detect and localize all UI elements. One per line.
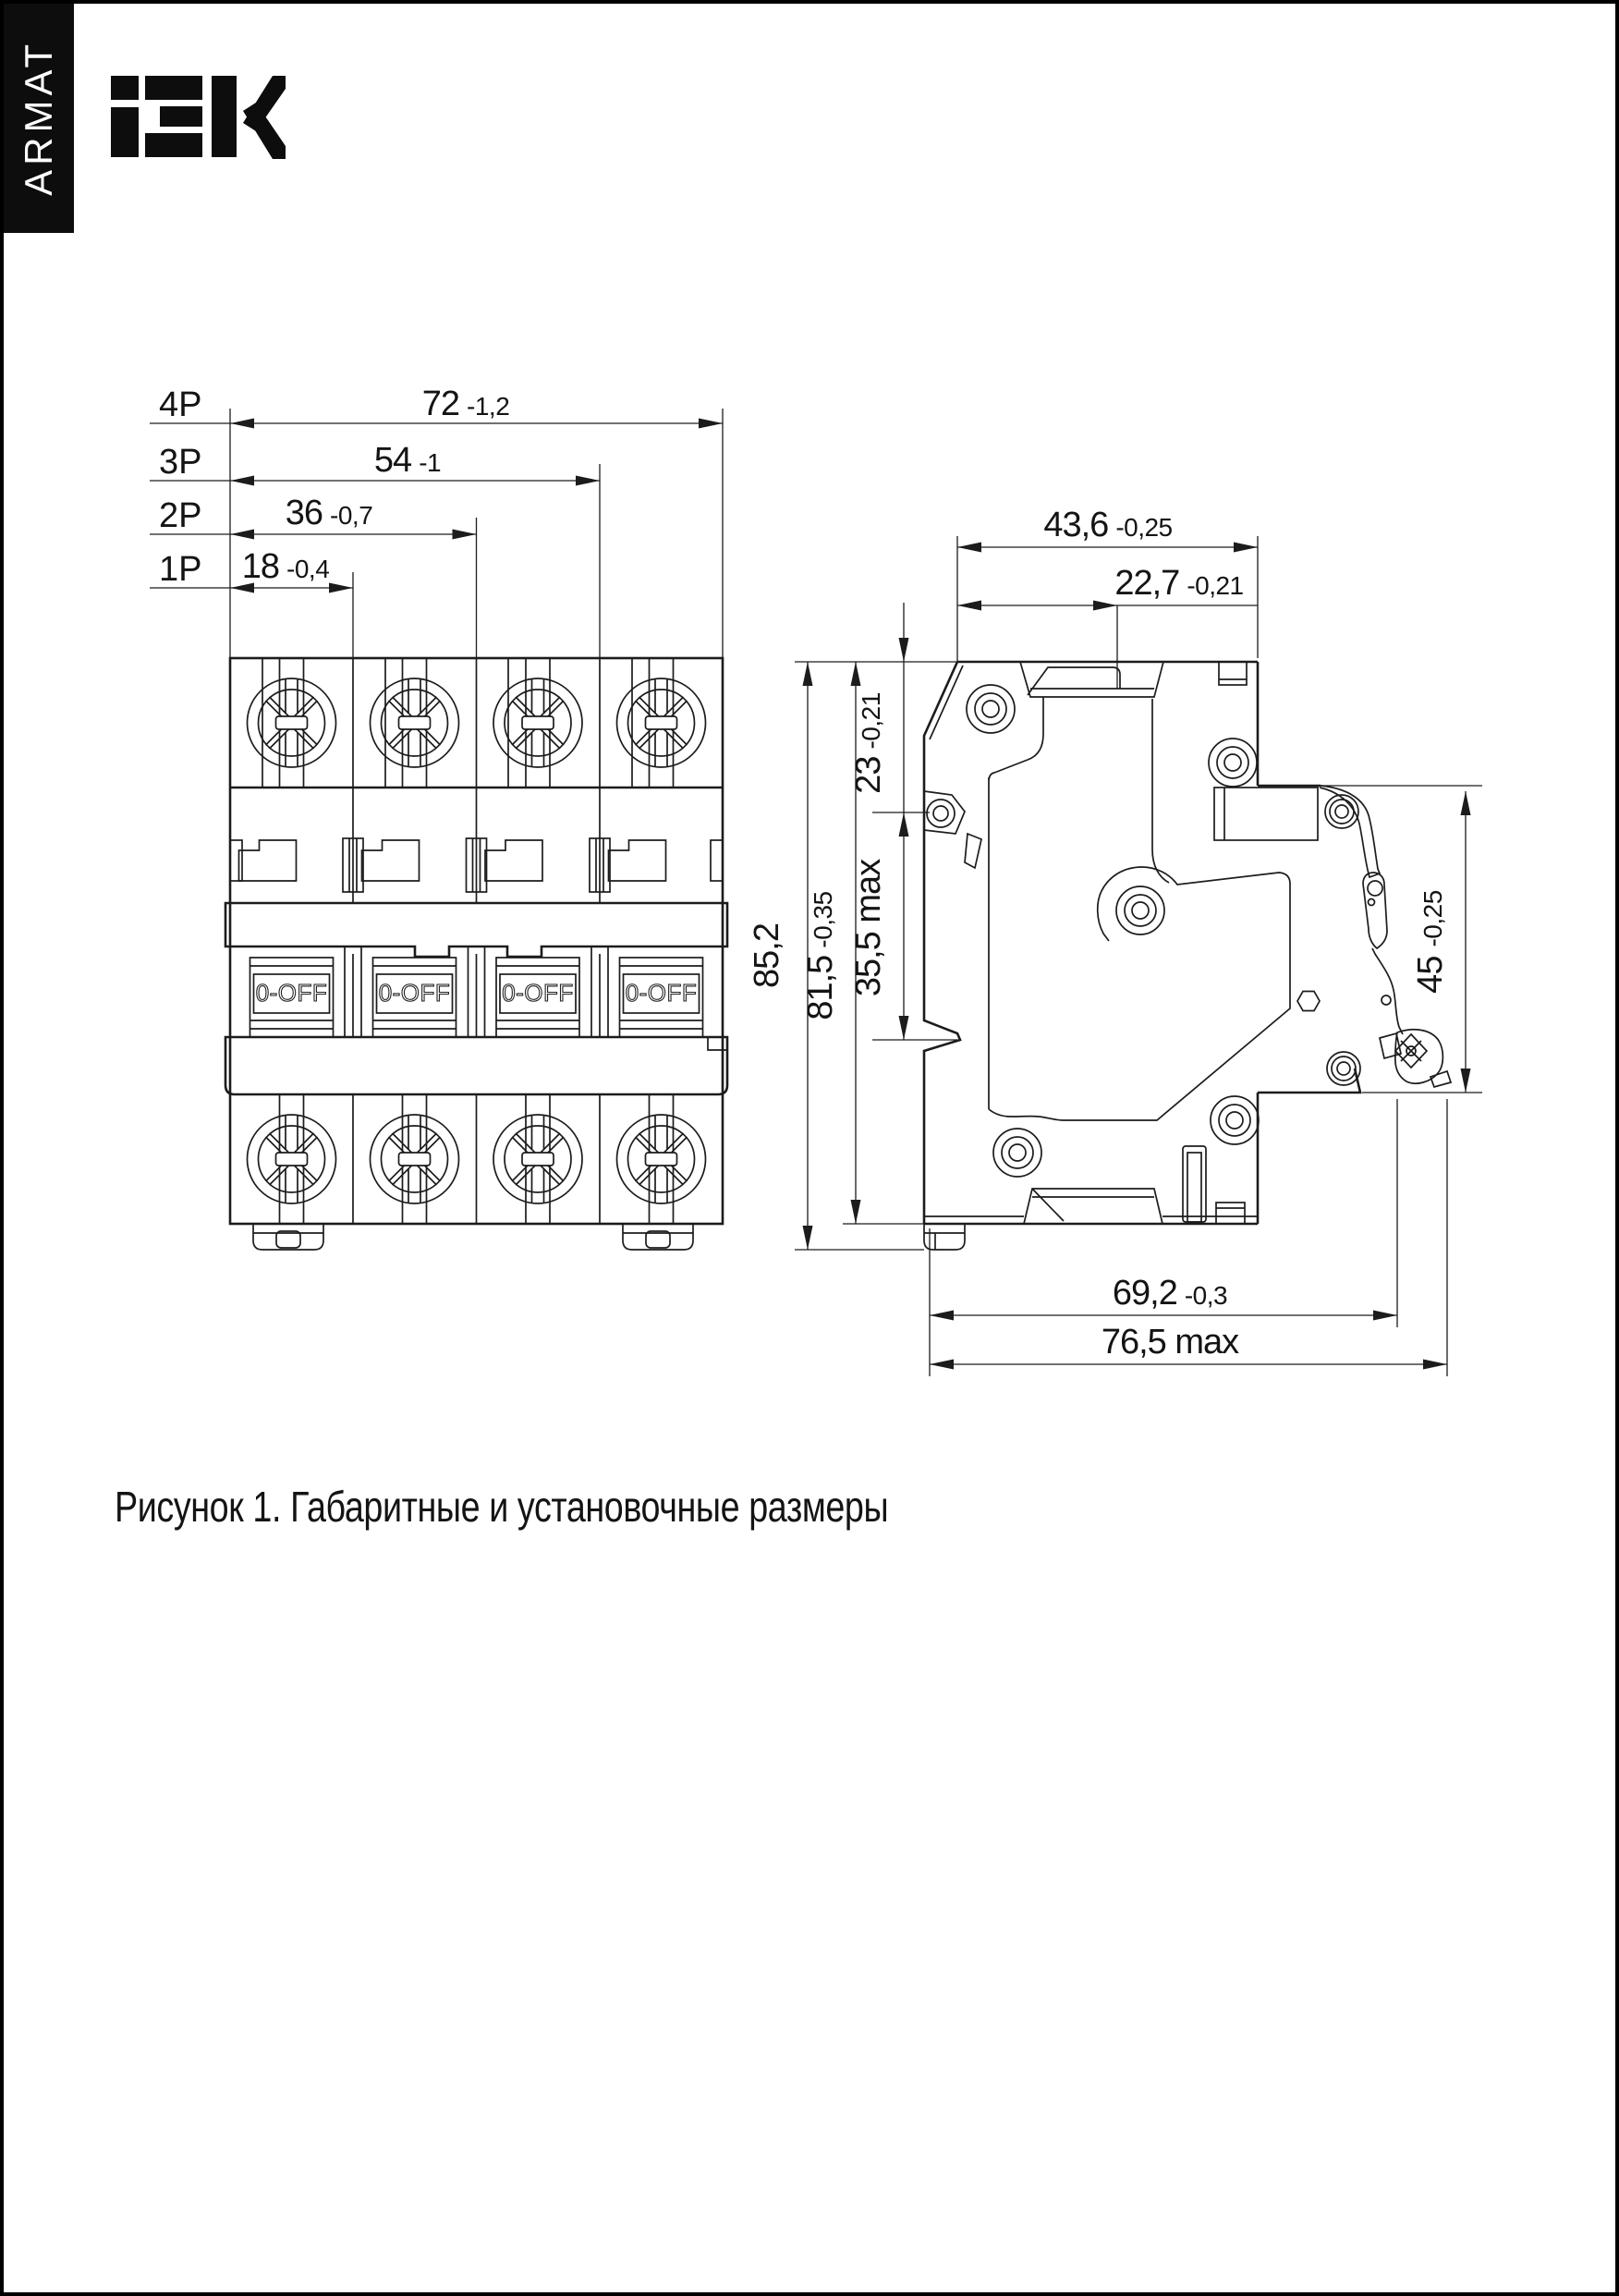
terminal-tab: [239, 840, 297, 881]
switch-label-2: 0-OFF: [378, 979, 451, 1007]
din-catch: [1380, 1030, 1451, 1087]
rivet: [1325, 795, 1358, 828]
screw-top-3: [493, 658, 582, 788]
screw-bottom-1: [248, 1094, 336, 1224]
switch-label-1: 0-OFF: [255, 979, 328, 1007]
rivet: [1209, 739, 1257, 787]
screw-bottom-2: [371, 1094, 459, 1224]
top-recess: [1020, 662, 1163, 697]
din-foot-left: [253, 1224, 323, 1250]
dim-depth: 69,2 -0,3: [1112, 1274, 1228, 1313]
screw-top-1: [248, 658, 336, 788]
terminal-tab: [485, 840, 542, 881]
face-slant-inner: [930, 666, 963, 739]
dim-width-4p: 72 -1,2: [421, 385, 510, 423]
din-hook: [1320, 786, 1380, 877]
dim-handle-zone: 35,5 max: [849, 859, 888, 997]
front-dimensions: [150, 385, 723, 658]
switch-label-3: 0-OFF: [502, 979, 574, 1007]
screw-top-4: [617, 658, 706, 788]
lower-bar: [225, 1037, 727, 1094]
pole-label-2p: 2P: [159, 496, 202, 535]
terminal-tab: [362, 840, 420, 881]
dim-top-width: 43,6 -0,25: [1043, 506, 1173, 544]
pivot-pin: [1382, 995, 1391, 1005]
rivet: [993, 1129, 1041, 1177]
screw-top-2: [371, 658, 459, 788]
dimension-drawing: [4, 4, 1619, 2296]
flag-rivet-outer: [927, 800, 955, 827]
lower-bar-step: [708, 1037, 727, 1050]
latch-plate: [1363, 873, 1387, 948]
dim-top-zone: 23-0,21: [849, 692, 888, 794]
dim-body-height: 81,5-0,35: [801, 891, 840, 1020]
pole-label-3p: 3P: [159, 443, 202, 482]
edge-stub-right: [711, 840, 723, 881]
din-foot-right: [623, 1224, 693, 1250]
toggle-rail: [591, 946, 608, 1037]
front-view: [225, 658, 727, 1250]
dim-width-1p: 18 -0,4: [241, 547, 330, 586]
figure-caption: Рисунок 1. Габаритные и установочные размеры: [115, 1483, 889, 1531]
dim-handle-offset: 22,7 -0,21: [1114, 564, 1244, 603]
pole-label-4p: 4P: [159, 385, 202, 424]
toggle-rail: [469, 946, 485, 1037]
terminal-tab: [609, 840, 666, 881]
screw-bottom-3: [493, 1094, 582, 1224]
rivet: [1327, 1052, 1360, 1085]
lower-jaw-edge: [1372, 948, 1403, 1034]
rivet: [1211, 1096, 1259, 1144]
latch-plate-hole: [1368, 881, 1382, 896]
flag-rivet-inner: [933, 806, 948, 821]
inner-contour: [989, 697, 1290, 1120]
side-dimensions: [748, 506, 1482, 1376]
toggle-rail: [345, 946, 361, 1037]
dim-width-3p: 54 -1: [373, 441, 442, 480]
edge-stub-left: [230, 840, 242, 881]
dim-width-2p: 36 -0,7: [285, 494, 373, 532]
hex-hole: [1297, 992, 1320, 1011]
side-view: [924, 662, 1451, 1250]
bottom-recess: [1024, 1189, 1163, 1224]
switch-label-4: 0-OFF: [625, 979, 698, 1007]
dim-total-height: 85,2: [748, 923, 786, 988]
din-rail-window: [1214, 788, 1318, 840]
rivet: [1116, 886, 1164, 934]
armat-label: ARMAT: [17, 39, 60, 196]
rivet: [967, 685, 1015, 733]
upper-cover-band: [225, 903, 727, 957]
dim-din-height: 45-0,25: [1411, 890, 1450, 994]
dim-max-depth: 76,5 max: [1101, 1323, 1239, 1362]
latch-plate-pin: [1369, 899, 1375, 906]
screw-bottom-4: [617, 1094, 706, 1224]
pole-label-1p: 1P: [159, 550, 202, 589]
